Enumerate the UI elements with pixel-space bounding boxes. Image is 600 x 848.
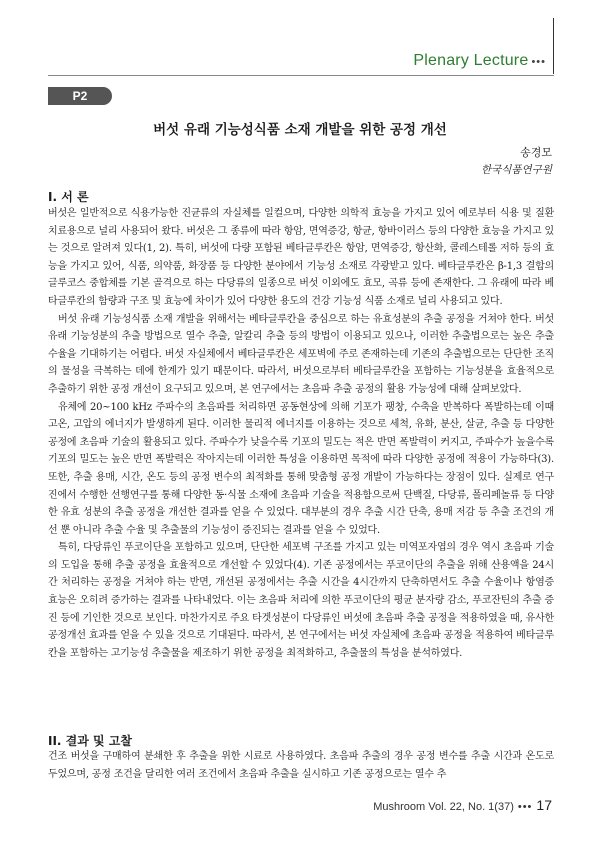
journal-citation: Mushroom Vol. 22, No. 1(37) [373,801,514,813]
results-paragraph-1: 건조 버섯을 구매하여 분쇄한 후 추출을 위한 시료로 사용하였다. 초음파 추출의 경우 공정 변수를 추출 시간과 온도로 두었으며, 공정 조건을 달리한 여러 조건에서 초음파 추출을 실시하고 기존 공정으로는 열수 추 [48,751,554,780]
page-footer [373,797,552,813]
footer-dots: ••• [517,801,533,813]
author-name: 송경모 [520,146,552,159]
intro-paragraph-3: 유체에 20~100 kHz 주파수의 초음파를 처리하면 공동현상에 의해 기포가 팽창, 수축을 반복하다 폭발하는데 이때 고온, 고압의 에너지가 발생하게 된다. 이러한 물리적 에너지를 이용하는 것으로 세척, 유화, 분산, 살균, 추출 등 다양한 공정에 초음파 기술의 활용되고 있다. 주파수가 낮을수록 기포의 밀도는 적은 반면 폭발력이 커지고, 주파수가 높을수록 기포의 밀도는 높은 반면 폭발력은 작아지는데 이러한 특성을 이용하면 목적에 따라 다양한 공정에 적용이 가능하다(3). 또한, 추출 용매, 시간, 온도 등의 공정 변수의 최적화를 통해 맞춤형 공정 개발이 가능하다는 장점이 있다. 실제로 연구진에서 수행한 선행연구를 통해 다양한 동·식물 소재에 초음파 기술을 적용함으로써 단백질, 다당류, 폴리페놀류 등 다양한 유효 성분의 추출 공정을 개선한 결과를 얻을 수 있었다. 대부분의 경우 추출 시간 단축, 용매 저감 등 추출 조건의 개선 뿐 아니라 추출 수율 및 추출물의 기능성이 증진되는 결과를 얻을 수 있었다. [48,401,554,536]
intro-paragraph-1: 버섯은 일반적으로 식용가능한 진균류의 자실체를 일컬으며, 다양한 의학적 효능을 가지고 있어 예로부터 식용 및 질환 치료용으로 널리 사용되어 왔다. 버섯은 그 종류에 따라 항암, 면역증강, 항균, 항바이러스 등의 다양한 효능을 가지고 있는 것으로 알려져 있다(1, 2). 특히, 버섯에 다량 포함된 베타글루칸은 항암, 면역증강, 항산화, 콜레스테롤 저하 등의 효능을 가지고 있어, 식품, 의약품, 화장품 등 다양한 분야에서 기능성 소재로 각광받고 있다. 베타글루칸은 β-1,3 결합의 글루코스 중합체를 기본 골격으로 하는 다당류의 일종으로 버섯 이외에도 효모, 곡류 등에 존재한다. 그 유래에 따라 베타글루칸의 함량과 구조 및 효능에 차이가 있어 다양한 용도의 건강 기능성 식품 소재로 널리 사용되고 있다. [48,208,554,307]
page-number: 17 [536,797,552,813]
header-vertical-rule [553,18,554,74]
section-heading-introduction: I. 서 론 [48,190,89,204]
header-dots: ••• [531,56,546,68]
section-header-label: Plenary Lecture [413,52,529,69]
results-body [48,748,554,783]
section-header [413,52,546,70]
intro-paragraph-4: 특히, 다당류인 푸코이단을 포함하고 있으며, 단단한 세포벽 구조를 가지고 있는 미역포자엽의 경우 역시 초음파 기술의 도입을 통해 추출 공정을 효율적으로 개선할 수 있었다(4). 기존 공정에서는 푸코이단의 추출을 위해 산용액을 24시간 처리하는 공정을 거쳐야 하는 반면, 개선된 공정에서는 추출 시간을 4시간까지 단축하면서도 추출 수율이나 항염증 효능은 오히려 증가하는 결과를 나타내었다. 이는 초음파 처리에 의한 푸코이단의 평균 분자량 감소, 푸코잔틴의 추출 증진 등에 기인한 것으로 보인다. 마찬가지로 주요 타겟성분이 다당류인 버섯에 초음파 추출 공정을 적용하였을 때, 유사한 공정개선 효과를 얻을 수 있을 것으로 기대된다. 따라서, 본 연구에서는 버섯 자실체에 초음파 공정을 적용하여 베타글루칸을 포함하는 고기능성 추출물을 제조하기 위한 공정을 최적화하고, 추출물의 특성을 분석하였다. [48,542,554,659]
header-horizontal-rule [48,75,554,76]
introduction-body [48,205,554,662]
author-affiliation: 한국식품연구원 [480,164,552,176]
paper-title: 버섯 유래 기능성식품 소재 개발을 위한 공정 개선 [153,122,447,138]
lecture-badge: P2 [48,87,112,105]
intro-paragraph-2: 버섯 유래 기능성식품 소재 개발을 위해서는 베타글루칸을 중심으로 하는 유효성분의 추출 공정을 거쳐야 한다. 버섯 유래 기능성분의 추출 방법으로 열수 추출, 알칼리 추출 등의 방법이 이용되고 있으나, 이러한 추출법으로는 높은 추출 수율을 기대하기는 어렵다. 버섯 자실체에서 베타글루칸은 세포벽에 주로 존재하는데 기존의 추출법으로는 단단한 조직의 물성을 극복하는 데에 한계가 있기 때문이다. 따라서, 버섯으로부터 베타글루칸을 포함하는 기능성분을 효율적으로 추출하기 위한 공정 개선이 요구되고 있으며, 본 연구에서는 초음파 추출 공정의 활용 가능성에 대해 살펴보았다. [48,313,554,395]
section-heading-results: II. 결과 및 고찰 [48,734,132,748]
